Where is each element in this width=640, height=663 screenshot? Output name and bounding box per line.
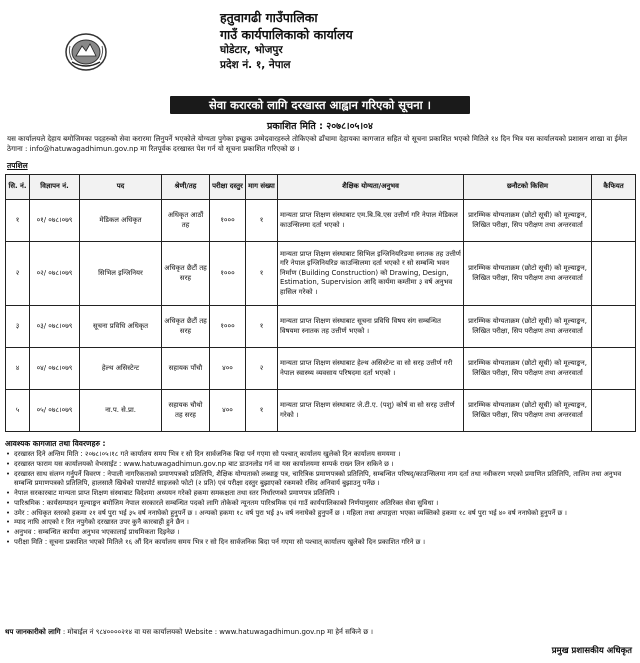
- more-info-text: : मोबाईल नं ९८४००००२१४ वा यस कार्यालयको Website : www.hatuwagadhimun.gov.np मा हेर्न सकिने छ ।: [62, 628, 373, 636]
- more-info-label: थप जानकारीको लागि: [5, 628, 61, 636]
- cell-ad-no: ०४/ ०७८।०७९: [30, 348, 80, 390]
- col-header-post: पद: [80, 175, 162, 200]
- cell-level: सहायक पाँचौ: [162, 348, 210, 390]
- col-header-level: श्रेणी/तह: [162, 175, 210, 200]
- cell-level: अधिकृत आठौं तह: [162, 200, 210, 242]
- cell-ad-no: ०२/ ०७८।०७९: [30, 242, 80, 306]
- notice-header: [0, 0, 640, 94]
- vacancy-table: [5, 174, 636, 432]
- cell-ad-no: ०१/ ०७८।०७९: [30, 200, 80, 242]
- cell-fee: १०००: [210, 306, 246, 348]
- cell-qualification: मान्यता प्राप्त शिक्षण संस्थाबाट जे.टी.ए. (पशु) कोर्ष वा सो सरह उत्तीर्ण गरेको ।: [278, 390, 464, 432]
- col-header-ad-no: विज्ञापन नं.: [30, 175, 80, 200]
- details-label: तपशिल: [7, 161, 28, 170]
- cell-count: १: [246, 390, 278, 432]
- documents-list: [5, 450, 635, 548]
- list-item: • पारिश्रमिक : कार्यसम्पादन मूल्याङ्कन बमोजिम नेपाल सरकारले सम्बन्धित पदको लागि तोकेको न्यूनतम पारिश्रमिक एवं गाउँ कार्यपालिकाको निर्णयानुसार अतिरिक्त सेवा सुविधा ।: [5, 499, 635, 509]
- cell-fee: ४००: [210, 348, 246, 390]
- cell-remarks: [592, 200, 636, 242]
- col-header-qualification: शैक्षिक योग्यता/अनुभव: [278, 175, 464, 200]
- intro-paragraph: यस कार्यालयले देहाय बमोजिमका पदहरुको सेवा करारमा लिनुपर्ने भएकोले योग्यता पुगेका इच्छुक उम्मेदवारहरुले तोकिएको ढाँचामा देहायका कागजात सहित यो सूचना प्रकाशित भएको मितिले १४ दिन भित्र यस कार्यालयको प्रशासन शाखा वा ईमेल ठेगाना : info@hatuwagadhimun.gov.np मा रितपूर्वक दरखास्त पेश गर्न यो सूचना प्रकाशित गरिएको छ ।: [7, 134, 628, 153]
- office-address: घोडेटार, भोजपुर: [220, 44, 283, 56]
- cell-fee: १०००: [210, 200, 246, 242]
- list-item: • दरखास्त फाराम यस कार्यालयको वेभसाईट : www.hatuwagadhimun.gov.np बाट डाउनलोड गर्न वा यस कार्यालयमा सम्पर्क राख्न लिन सकिने छ ।: [5, 460, 635, 470]
- cell-qualification: मान्यता प्राप्त शिक्षण संस्थाबाट सिभिल इन्जिनियरिङमा स्नातक तह उत्तीर्ण गरि नेपाल इन्जिनियरिङ काउन्सिलमा दर्ता भएको र सो सम्बन्धि भवन निर्माण (Building Construction) को Drawing, Design, Estimation, Supervision आदि कार्यमा कम्तीमा ३ वर्ष अनुभव हासिल गरेको ।: [278, 242, 464, 306]
- list-item: • दरखास्त दिने अन्तिम मिति : २०७८।०५।१८ गते कार्यालय समय भित्र र सो दिन सार्वजनिक बिदा पर्न गएमा सो पश्चात् कार्यालय खुलेको दिन कार्यालय समयमा ।: [5, 450, 635, 460]
- cell-post: सिभिल इन्जिनियर: [80, 242, 162, 306]
- cell-remarks: [592, 242, 636, 306]
- nepal-emblem-icon: [64, 32, 108, 72]
- cell-count: १: [246, 242, 278, 306]
- province-line: प्रदेश नं. १, नेपाल: [220, 59, 291, 71]
- table-header-row: [6, 175, 636, 200]
- cell-count: १: [246, 306, 278, 348]
- cell-ad-no: ०३/ ०७८।०७९: [30, 306, 80, 348]
- table-row: [6, 306, 636, 348]
- cell-level: अधिकृत छैटौं तह सरह: [162, 306, 210, 348]
- cell-count: १: [246, 200, 278, 242]
- cell-sn: ३: [6, 306, 30, 348]
- list-item: • अनुभव : सम्बन्धित कार्यमा अनुभव भएकालाई प्राथमिकता दिइनेछ ।: [5, 528, 635, 538]
- list-item: • म्याद नाघि आएको र रित नपुगेको दरखास्त उपर कुनै कारबाही हुने छैन ।: [5, 518, 635, 528]
- cell-level: अधिकृत छैटौं तह सरह: [162, 242, 210, 306]
- cell-qualification: मान्यता प्राप्त शिक्षण संस्थाबाट सूचना प्रविधि विषय संग सम्बन्धित विषयमा स्नातक तह उत्तीर्ण भएको ।: [278, 306, 464, 348]
- cell-sn: २: [6, 242, 30, 306]
- cell-sn: ४: [6, 348, 30, 390]
- cell-qualification: मान्यता प्राप्त शिक्षण संस्थाबाट हेल्थ असिस्टेन्ट वा सो सरह उत्तीर्ण गरी नेपाल स्वास्थ्य व्यवसाय परिषदमा दर्ता भएको ।: [278, 348, 464, 390]
- table-row: [6, 390, 636, 432]
- list-item: • उमेर : अधिकृत स्तरको हकमा २१ वर्ष पुरा भई ३५ वर्ष ननाघेको हुनुपर्ने छ । अन्यको हकमा १८ वर्ष पुरा भई ३५ वर्ष ननाघेको हुनुपर्ने छ । महिला तथा अपाङ्गता भएका व्यक्तिको हकमा १८ वर्ष पुरा भई ४० वर्ष ननाघेको हुनुपर्ने छ ।: [5, 509, 635, 519]
- col-header-sn: सि. नं.: [6, 175, 30, 200]
- list-item: • परीक्षा मिति : सूचना प्रकाशित भएको मितिले १६ औं दिन कार्यालय समय भित्र र सो दिन सार्वजनिक बिदा पर्न गएमा सो पश्चात् कार्यालय खुलेको दिन प्रकाशित गरिने छ ।: [5, 538, 635, 548]
- cell-sn: १: [6, 200, 30, 242]
- cell-selection: प्रारम्भिक योग्यताक्रम (छोटो सूची) को मूल्याङ्कन, लिखित परीक्षा, सिप परीक्षण तथा अन्तरवार्ता: [464, 306, 592, 348]
- cell-sn: ५: [6, 390, 30, 432]
- cell-qualification: मान्यता प्राप्त शिक्षण संस्थाबाट एम.बि.बि.एस उत्तीर्ण गरि नेपाल मेडिकल काउन्सिलमा दर्ता भएको ।: [278, 200, 464, 242]
- cell-selection: प्रारम्भिक योग्यताक्रम (छोटो सूची) को मूल्याङ्कन, लिखित परीक्षा, सिप परीक्षण तथा अन्तरवार्ता: [464, 390, 592, 432]
- table-row: [6, 242, 636, 306]
- municipality-name: हतुवागढी गाउँपालिका: [220, 10, 318, 25]
- list-item: • नेपाल सरकारबाट मान्यता प्राप्त शिक्षण संस्थाबाट विदेशमा अध्ययन गरेको हकमा समकक्षता तथा स्तर निर्धारणको प्रमाणपत्र प्रतिलिपि ।: [5, 489, 635, 499]
- table-row: [6, 200, 636, 242]
- cell-fee: ४००: [210, 390, 246, 432]
- cell-ad-no: ०५/ ०७८।०७९: [30, 390, 80, 432]
- signature-title: प्रमुख प्रशासकीय अधिकृत: [551, 646, 632, 656]
- notice-title-banner: सेवा करारको लागि दरखास्त आह्वान गरिएको सूचना ।: [170, 96, 470, 114]
- col-header-remarks: कैफियत: [592, 175, 636, 200]
- cell-count: २: [246, 348, 278, 390]
- cell-level: सहायक चौथो तह सरह: [162, 390, 210, 432]
- cell-remarks: [592, 390, 636, 432]
- publish-date: प्रकाशित मिति : २०७८।०५।०४: [267, 121, 373, 132]
- cell-remarks: [592, 348, 636, 390]
- office-name: गाउँ कार्यपालिकाको कार्यालय: [220, 27, 353, 42]
- col-header-selection: छनौटको किसिम: [464, 175, 592, 200]
- cell-remarks: [592, 306, 636, 348]
- cell-selection: प्रारम्भिक योग्यताक्रम (छोटो सूची) को मूल्याङ्कन, लिखित परीक्षा, सिप परीक्षण तथा अन्तरवार्ता: [464, 242, 592, 306]
- documents-title: आवश्यक कागजात तथा विवरणहरु :: [5, 439, 106, 448]
- cell-post: हेल्थ असिस्टेन्ट: [80, 348, 162, 390]
- cell-selection: प्रारम्भिक योग्यताक्रम (छोटो सूची) को मूल्याङ्कन, लिखित परीक्षा, सिप परीक्षण तथा अन्तरवार्ता: [464, 348, 592, 390]
- cell-post: ना.प. से.प्रा.: [80, 390, 162, 432]
- more-info: [5, 628, 505, 637]
- list-item: • दरखास्त साथ संलग्न गर्नुपर्ने विवरण : नेपाली नागरिकताको प्रमाणपत्रको प्रतिलिपि, शैक्षिक योग्यताको लब्धाङ्क पत्र, चारित्रिक प्रमाणपत्रको प्रतिलिपि, सम्बन्धित परिषद्/काउन्सिलमा नाम दर्ता तथा नवीकरण भएको प्रमाणित प्रतिलिपि, तालिम तथा अनुभव सम्बन्धि प्रमाणपत्रको प्रतिलिपि, हालसालै खिचेको पासपोर्ट साइजको फोटो (२ प्रति) एवं परीक्षा दस्तुर बुझाएको रकमको रसिद अनिवार्य बुझाउनु पर्नेछ ।: [5, 470, 635, 489]
- cell-selection: प्रारम्भिक योग्यताक्रम (छोटो सूची) को मूल्याङ्कन, लिखित परीक्षा, सिप परीक्षण तथा अन्तरवार्ता: [464, 200, 592, 242]
- col-header-fee: परीक्षा दस्तुर: [210, 175, 246, 200]
- cell-post: सूचना प्रविधि अधिकृत: [80, 306, 162, 348]
- cell-post: मेडिकल अधिकृत: [80, 200, 162, 242]
- table-row: [6, 348, 636, 390]
- col-header-count: माग संख्या: [246, 175, 278, 200]
- cell-fee: १०००: [210, 242, 246, 306]
